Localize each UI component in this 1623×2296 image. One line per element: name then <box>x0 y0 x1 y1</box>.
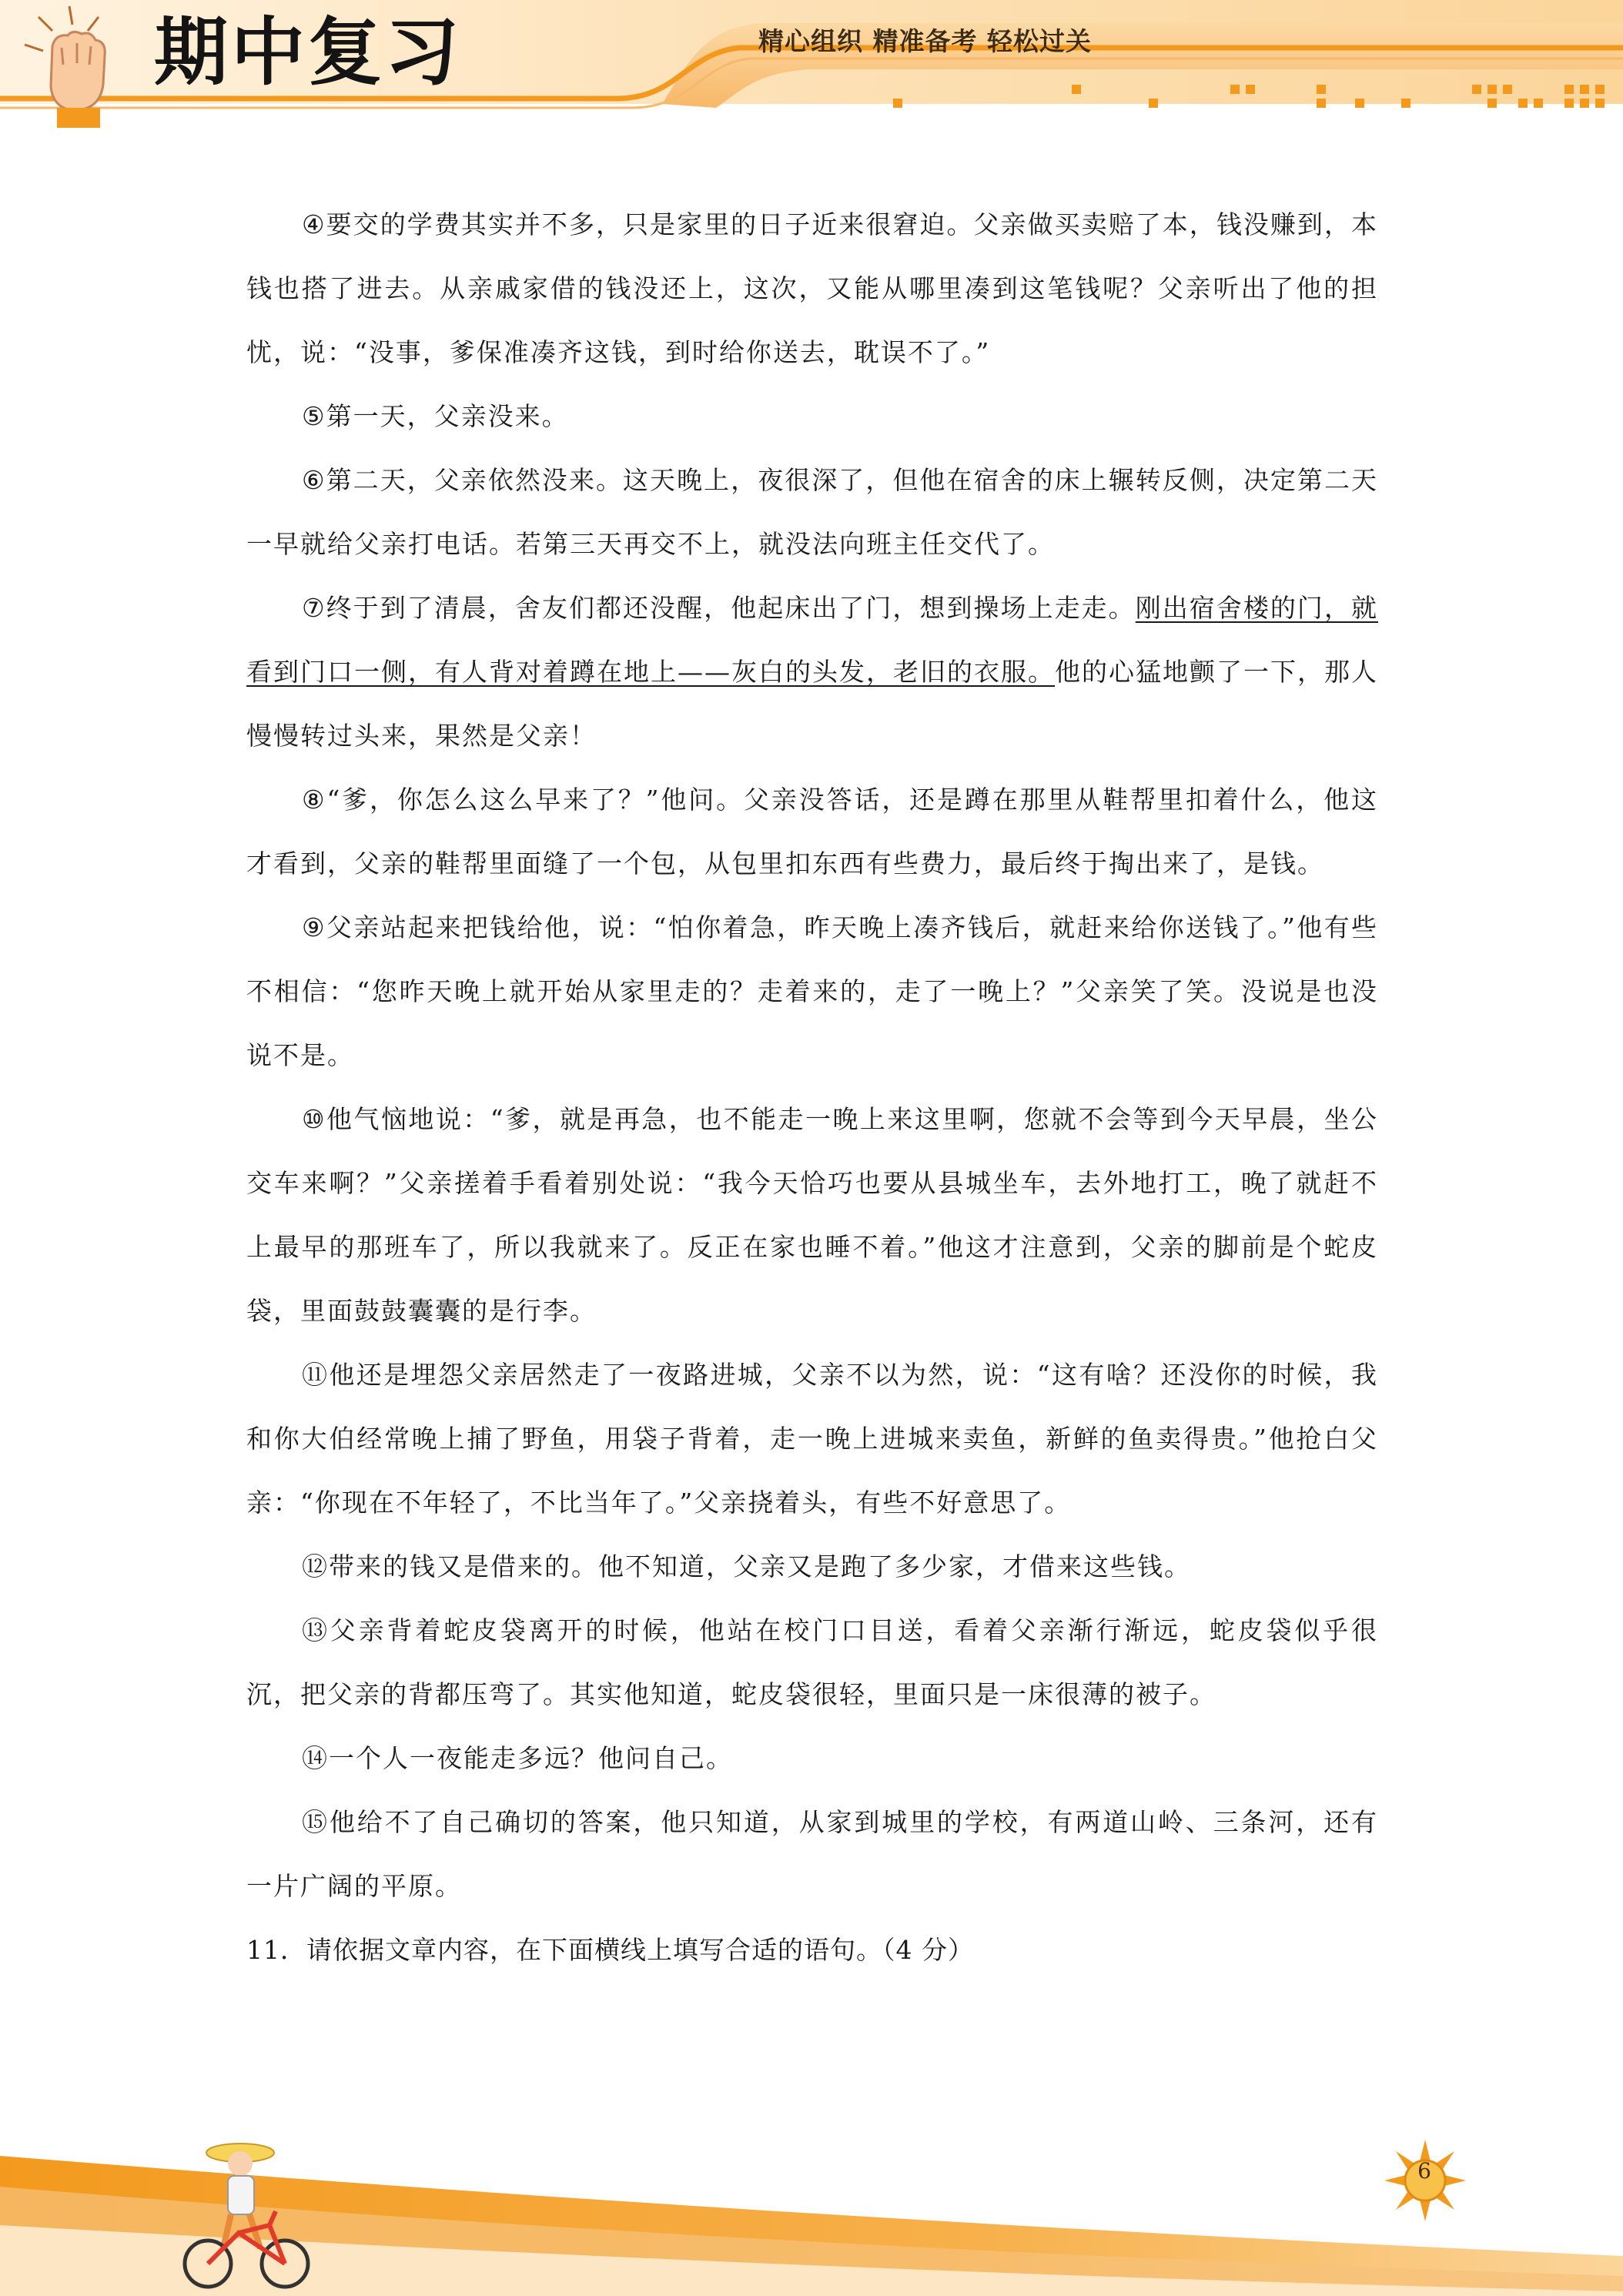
page-number: 6 <box>1417 2158 1431 2184</box>
paragraph-text: 他还是埋怨父亲居然走了一夜路进城，父亲不以为然，说：“这有啥？还没你的时候，我和你大伯经常晚上捕了野鱼，用袋子背着，走一晚上进城来卖鱼，新鲜的鱼卖得贵。”他抢白父亲：“你现在不年轻了，不比当年了。”父亲挠着头，有些不好意思了。 <box>246 1360 1379 1518</box>
paragraph-8 <box>246 768 1378 895</box>
paragraph-number: ⑭ <box>302 1743 329 1773</box>
paragraph-text: 第一天，父亲没来。 <box>326 401 569 431</box>
paragraph-number: ⑩ <box>302 1104 327 1134</box>
paragraph-10 <box>246 1087 1378 1343</box>
paragraph-text: 他给不了自己确切的答案，他只知道，从家到城里的学校，有两道山岭、三条河，还有一片广阔的平原。 <box>246 1807 1379 1901</box>
paragraph-text: 终于到了清晨，舍友们都还没醒，他起床出了门，想到操场上走走。 <box>326 593 1136 623</box>
paragraph-number: ⑤ <box>302 401 326 431</box>
paragraph-number: ⑬ <box>302 1615 330 1645</box>
article-body <box>246 192 1378 1982</box>
paragraph-9 <box>246 895 1378 1087</box>
paragraph-text: “爹，你怎么这么早来了？”他问。父亲没答话，还是蹲在那里从鞋帮里扣着什么，他这才看到，父亲的鞋帮里面缝了一个包，从包里扣东西有些费力，最后终于掏出来了，是钱。 <box>246 785 1378 879</box>
question-11: 11．请依据文章内容，在下面横线上填写合适的语句。（4 分） <box>246 1935 974 1965</box>
paragraph-number: ④ <box>302 209 326 239</box>
paragraph-number: ⑪ <box>302 1360 330 1390</box>
header-slogan: 精心组织 精准备考 轻松过关 <box>758 26 1092 56</box>
paragraph-11 <box>246 1343 1378 1535</box>
paragraph-number: ⑥ <box>302 465 326 495</box>
paragraph-6 <box>246 448 1378 576</box>
paragraph-text: 第二天，父亲依然没来。这天晚上，夜很深了，但他在宿舍的床上辗转反侧，决定第二天一早就给父亲打电话。若第三天再交不上，就没法向班主任交代了。 <box>246 465 1378 559</box>
paragraph-14 <box>246 1726 1378 1790</box>
page-title: 期中复习 <box>154 9 462 95</box>
paragraph-12 <box>246 1535 1378 1598</box>
fist-icon <box>8 0 139 131</box>
paragraph-4 <box>246 192 1378 384</box>
paragraph-text: 带来的钱又是借来的。他不知道，父亲又是跑了多少家，才借来这些钱。 <box>329 1551 1191 1581</box>
paragraph-number: ⑧ <box>302 785 327 815</box>
paragraph-number: ⑮ <box>302 1807 330 1837</box>
paragraph-number: ⑦ <box>302 593 326 623</box>
paragraph-number: ⑨ <box>302 912 326 942</box>
paragraph-text: 一个人一夜能走多远？他问自己。 <box>329 1743 733 1773</box>
paragraph-text: 父亲背着蛇皮袋离开的时候，他站在校门口目送，看着父亲渐行渐远，蛇皮袋似乎很沉，把父亲的背都压弯了。其实他知道，蛇皮袋很轻，里面只是一床很薄的被子。 <box>246 1615 1379 1709</box>
paragraph-number: ⑫ <box>302 1551 329 1581</box>
page-footer <box>0 2140 1623 2296</box>
paragraph-5 <box>246 384 1378 448</box>
underlined-sentence: 刚出宿舍楼的门，就看到门口一侧，有人背对着蹲在地上——灰白的头发，老旧的衣服。 <box>246 593 1379 687</box>
paragraph-text: 他气恼地说：“爹，就是再急，也不能走一晚上来这里啊，您就不会等到今天早晨，坐公交车来啊？”父亲搓着手看着别处说：“我今天恰巧也要从县城坐车，去外地打工，晚了就赶不上最早的那班车了，所以我就来了。反正在家也睡不着。”他这才注意到，父亲的脚前是个蛇皮袋，里面鼓鼓囊囊的是行李。 <box>246 1104 1378 1326</box>
paragraph-13 <box>246 1598 1378 1726</box>
paragraph-text: 父亲站起来把钱给他，说：“怕你着急，昨天晚上凑齐钱后，就赶来给你送钱了。”他有些不相信：“您昨天晚上就开始从家里走的？走着来的，走了一晚上？”父亲笑了笑。没说是也没说不是。 <box>246 912 1378 1070</box>
page-header <box>0 0 1623 131</box>
paragraph-text: 要交的学费其实并不多，只是家里的日子近来很窘迫。父亲做买卖赔了本，钱没赚到，本钱也搭了进去。从亲戚家借的钱没还上，这次，又能从哪里凑到这笔钱呢？父亲听出了他的担忧，说：“没事，爹保准凑齐这钱，到时给你送去，耽误不了。” <box>246 209 1378 367</box>
paragraph-text: 他的心猛地颤了一下，那人慢慢转过头来，果然是父亲！ <box>246 657 1378 751</box>
paragraph-15 <box>246 1790 1378 1918</box>
bicycle-rider-icon <box>169 2140 323 2294</box>
paragraph-7 <box>246 576 1378 768</box>
